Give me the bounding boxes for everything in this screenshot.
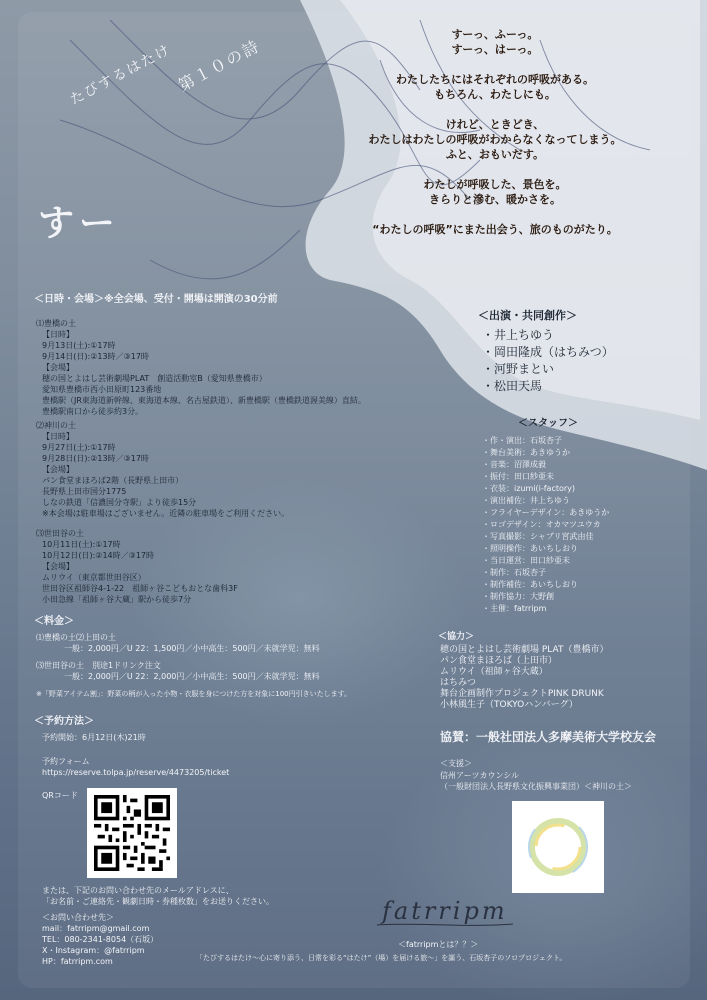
staff-item: ・振付：田口紗亜未 — [482, 472, 554, 481]
contact-mail[interactable]: mail：fatrripm@gmail.com — [42, 924, 150, 933]
venue-line: 10月12日(日):②14時／③17時 — [42, 551, 154, 560]
sponsor: 協賛：一般社団法人多摩美術大学校友会 — [440, 730, 657, 744]
coop-item: パン食堂まほろば（上田市） — [440, 656, 558, 666]
venue-toyohashi — [36, 318, 366, 417]
price-heading: ＜料金＞ — [34, 616, 74, 627]
contact-heading: ＜お問い合わせ先＞ — [42, 913, 114, 922]
support-item: 信州アーツカウンシル — [440, 771, 520, 780]
brand-underline — [375, 921, 515, 929]
title-main: すー — [38, 203, 121, 244]
coop-item: 穂の国とよはし芸術劇場 PLAT（豊橋市） — [440, 645, 609, 655]
qr-code-icon — [94, 795, 170, 871]
poem-line: わたしはわたしの呼吸がわからなくなってしまう。 — [368, 133, 622, 146]
poem — [330, 27, 660, 237]
staff-item: ・照明操作：あいちしおり — [482, 544, 578, 553]
ring-logo-icon — [512, 801, 604, 893]
support-list — [440, 770, 632, 792]
staff-item: ・制作：石坂杏子 — [482, 568, 546, 577]
schedule-heading: ＜日時・会場＞※全会場、受付・開場は開演の30分前 — [34, 294, 278, 305]
venue-line: 【日時】 — [42, 432, 74, 441]
brand-logo: fatrripm — [382, 897, 508, 925]
contact-sns[interactable]: X・Instagram：@fatrripm — [42, 946, 145, 955]
mail-note — [42, 885, 274, 907]
coop-list — [440, 645, 608, 711]
title-series: たびするはたけ — [67, 41, 174, 109]
poem-line: わたしが呼吸した、景色を。 — [423, 178, 567, 191]
price-line: 一般：2,000円／U 22：1,500円／小中高生：500円／未就学児：無料 — [64, 644, 320, 653]
venue-line: 長野県上田市国分1775 — [42, 487, 127, 496]
staff-item: ・作・演出：石坂杏子 — [482, 436, 562, 445]
cast-list — [482, 327, 614, 395]
poem-line — [330, 102, 660, 117]
venue-line: パン食堂まほろば2階（長野県上田市） — [42, 476, 184, 485]
venue-line: 豊橋駅南口から徒歩約3分。 — [42, 407, 144, 416]
venue-setagaya — [36, 528, 238, 605]
poem-line: すーっ、ふーっ。 — [451, 28, 539, 41]
staff-item: ・ロゴデザイン：オカマツユウカ — [482, 520, 601, 529]
reserve-start: 予約開始：6月12日(木)21時 — [42, 733, 146, 742]
poem-line — [330, 162, 660, 177]
cast-heading: ＜出演・共同創作＞ — [478, 309, 577, 322]
mail-note-line: または、下記のお問い合わせ先のメールアドレスに、 — [42, 886, 234, 895]
staff-item: ・フライヤーデザイン：あきゆうか — [482, 508, 610, 517]
venue-line: ムリウイ（東京都世田谷区） — [42, 573, 146, 582]
venue-line: 9月27日(土):①17時 — [42, 443, 116, 452]
contact — [42, 912, 158, 967]
price-line: ⑶世田谷の土 別途1ドリンク注文 — [36, 661, 161, 670]
reserve-heading: ＜予約方法＞ — [34, 716, 94, 727]
venue-line: 豊橋駅（JR東海道新幹線、東海道本線、名古屋鉄道）、新豊橋駅（豊橋鉄道渥美線）直結。 — [42, 396, 366, 405]
cast-member: ・松田天馬 — [482, 379, 543, 393]
staff-heading: ＜スタッフ＞ — [518, 418, 578, 429]
qr-label: QRコード — [42, 791, 78, 800]
venue-line: 【会場】 — [42, 465, 74, 474]
venue-line: 愛知県豊橋市西小田原町123番地 — [42, 385, 162, 394]
staff-item: ・衣装：izumi(i-factory) — [482, 484, 576, 493]
cast-member: ・河野まとい — [482, 362, 555, 376]
price-line: ⑴豊橋の土⑵上田の土 — [36, 633, 116, 642]
support-heading: ＜支援＞ — [440, 759, 472, 768]
venue-kamikawa — [36, 420, 289, 519]
venue-line: 小田急線「祖師ヶ谷大蔵」駅から徒歩7分 — [42, 595, 192, 604]
staff-item: ・制作補佐：あいちしおり — [482, 580, 578, 589]
staff-item: ・主催：fatrripm — [482, 604, 547, 613]
poem-line: けれど、ときどき、 — [445, 118, 545, 131]
about-text: 「たびするはたけ～心に寄り添う、日常を彩る“はたけ”（場）を届ける旅～」を謳う、石坂杏子のソロプロジェクト。 — [196, 954, 567, 962]
poem-line — [330, 207, 660, 222]
coop-item: 舞台企画制作プロジェクトPINK DRUNK — [440, 689, 604, 699]
coop-item: ムリウイ（祖師ヶ谷大蔵） — [440, 667, 548, 677]
about-heading: ＜fatrripmとは？？＞ — [398, 940, 479, 949]
venue-line: 9月28日(日):②13時／③17時 — [42, 454, 149, 463]
venue-line: ※本会場は駐車場はございません。近隣の駐車場をご利用ください。 — [42, 509, 290, 518]
price-line: 一般：2,000円／U 22：2,000円／小中高生：500円／未就学児：無料 — [64, 672, 320, 681]
mail-note-line: 「お名前・ご連絡先・観劇日時・券種枚数」をお送りください。 — [42, 897, 274, 906]
price-note: ※「野菜アイテム割」：野菜の柄が入った小物・衣服を身につけた方を対象に100円引きいたします。 — [36, 690, 352, 698]
staff-item: ・舞台美術：あきゆうか — [482, 448, 570, 457]
cast-member: ・井上ちゆう — [482, 328, 555, 342]
venue-line: ⑵神川の土 — [36, 421, 76, 430]
staff-list — [482, 435, 609, 615]
staff-item: ・音楽：沼澤成毅 — [482, 460, 546, 469]
support-logo — [512, 801, 604, 893]
qr-code[interactable] — [87, 788, 177, 878]
coop-item: 小林風生子（TOKYOハンバーグ） — [440, 700, 578, 710]
reserve-url[interactable]: https://reserve.tolpa.jp/reserve/4473205/ticket — [42, 768, 230, 777]
venue-line: 【会場】 — [42, 363, 74, 372]
venue-line: 10月11日(土):①17時 — [42, 540, 121, 549]
staff-item: ・写真撮影：シャブリ宮武由佳 — [482, 532, 594, 541]
price-list — [36, 632, 320, 682]
venue-line: しなの鉄道「信濃国分寺駅」より徒歩15分 — [42, 498, 197, 507]
poem-line — [330, 57, 660, 72]
poem-line: もちろん、わたしにも。 — [434, 88, 556, 101]
venue-line: 穂の国とよはし芸術劇場PLAT 創造活動室B（愛知県豊橋市） — [42, 374, 267, 383]
staff-item: ・演出補佐：井上ちゆう — [482, 496, 570, 505]
reserve-form-label: 予約フォーム — [42, 757, 90, 766]
poem-line: ふと、おもいだす。 — [445, 148, 545, 161]
coop-item: はちみつ — [440, 678, 476, 688]
title-number: 第１０の詩 — [175, 35, 264, 96]
venue-line: ⑴豊橋の土 — [36, 319, 76, 328]
venue-line: 9月14日(日):②13時／③17時 — [42, 352, 149, 361]
support-item: （一般財団法人長野県文化振興事業団）＜神川の土＞ — [440, 782, 632, 791]
staff-item: ・当日運営：田口紗亜未 — [482, 556, 570, 565]
venue-line: 9月13日(土):①17時 — [42, 341, 116, 350]
poem-line: きらりと滲む、暖かさを。 — [429, 193, 561, 206]
poem-line: “わたしの呼吸”にまた出会う、旅のものがたり。 — [372, 223, 618, 236]
coop-heading: ＜協力＞ — [438, 632, 475, 642]
staff-item: ・制作協力：大野創 — [482, 592, 554, 601]
cast-member: ・岡田隆成（はちみつ） — [482, 345, 614, 359]
contact-hp[interactable]: HP：fatrripm.com — [42, 957, 113, 966]
venue-line: 【日時】 — [42, 330, 74, 339]
venue-line: 【会場】 — [42, 562, 74, 571]
poem-line: すーっ、はーっ。 — [451, 43, 539, 56]
poem-line: わたしたちにはそれぞれの呼吸がある。 — [396, 73, 594, 86]
venue-line: 世田谷区祖師谷4-1-22 祖師ヶ谷こどもおとな歯科3F — [42, 584, 238, 593]
venue-line: ⑶世田谷の土 — [36, 529, 84, 538]
contact-tel[interactable]: TEL：080-2341-8054（石坂） — [42, 935, 159, 944]
